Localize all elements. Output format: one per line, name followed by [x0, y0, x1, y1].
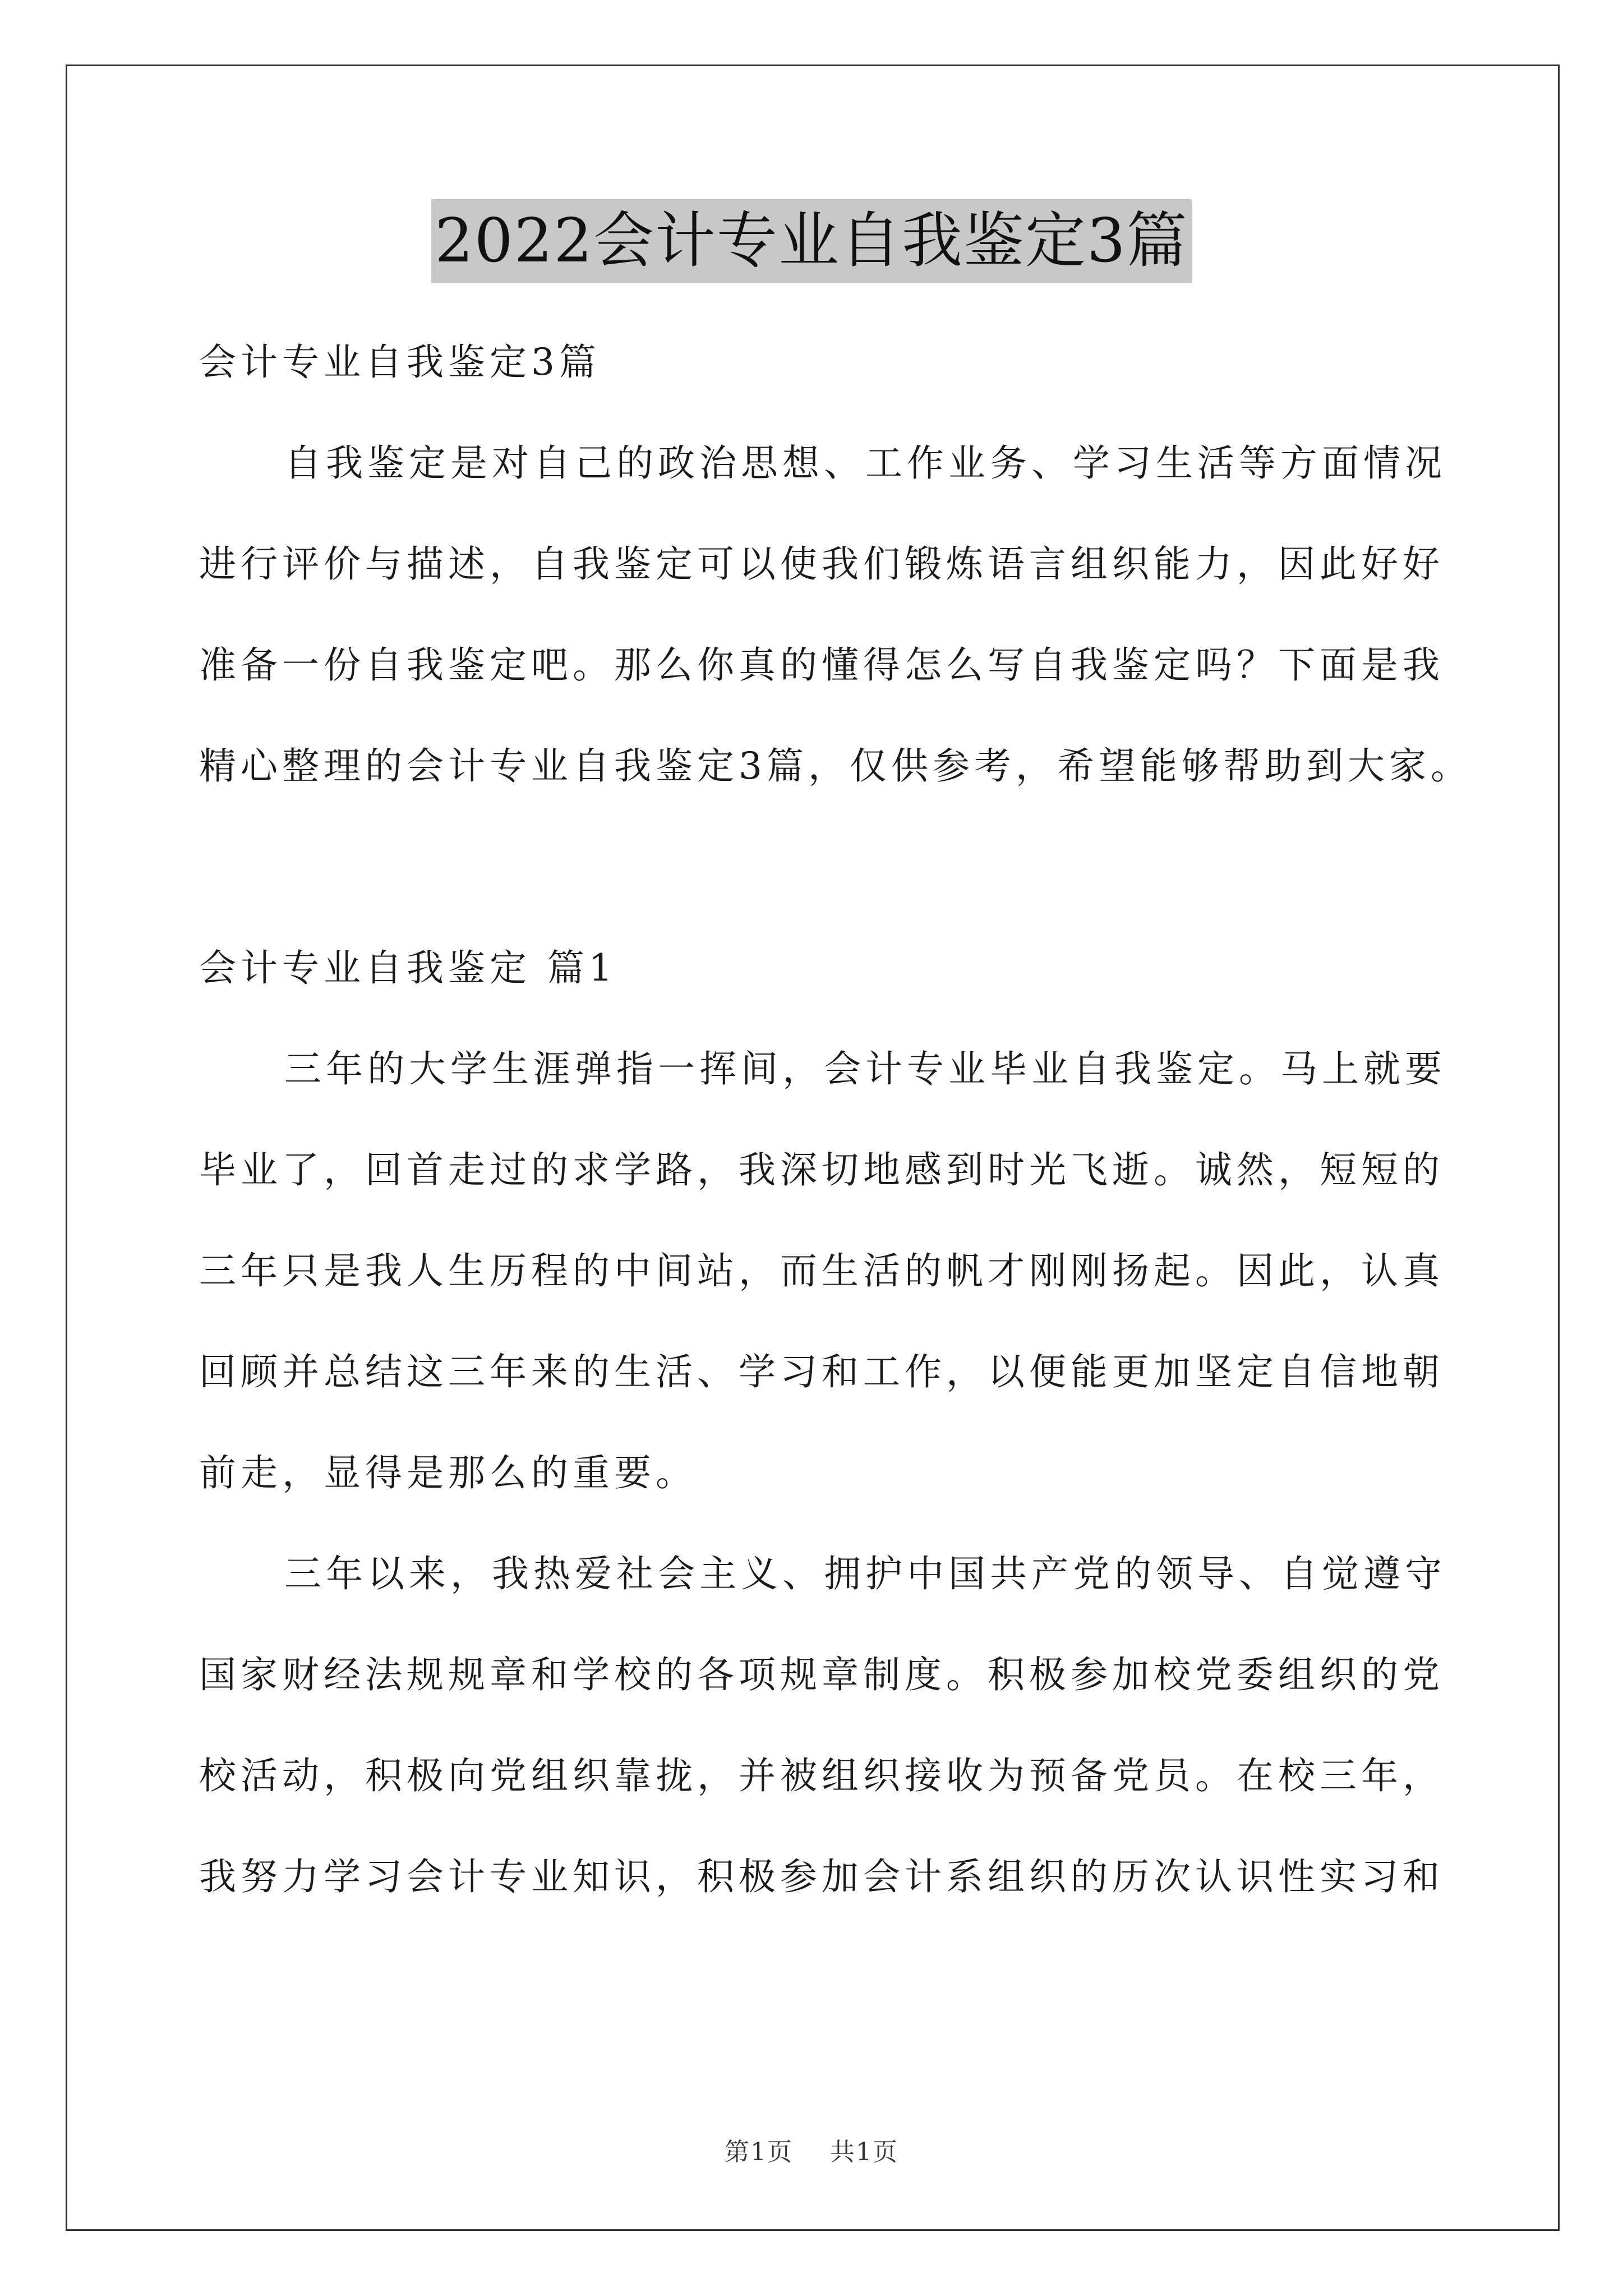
document-subtitle: 会计专业自我鉴定3篇 — [199, 341, 601, 384]
document-body — [199, 312, 1472, 1927]
intro-line: 自我鉴定是对自己的政治思想、工作业务、学习生活等方面情况 — [284, 441, 1446, 485]
page-total: 共1页 — [830, 2138, 898, 2166]
intro-line: 进行评价与描述，自我鉴定可以使我们锻炼语言组织能力，因此好好 — [199, 542, 1444, 586]
document-title: 2022会计专业自我鉴定3篇 — [431, 199, 1192, 283]
paragraph-line: 毕业了，回首走过的求学路，我深切地感到时光飞逝。诚然，短短的 — [199, 1148, 1444, 1191]
paragraph-line: 国家财经法规规章和学校的各项规章制度。积极参加校党委组织的党 — [199, 1653, 1444, 1696]
page-number: 第1页 — [725, 2138, 793, 2166]
intro-line: 准备一份自我鉴定吧。那么你真的懂得怎么写自我鉴定吗？下面是我 — [199, 643, 1444, 687]
paragraph-line: 三年只是我人生历程的中间站，而生活的帆才刚刚扬起。因此，认真 — [199, 1249, 1444, 1292]
paragraph-gap — [199, 817, 1433, 918]
paragraph-line: 前走，显得是那么的重要。 — [199, 1451, 697, 1494]
paragraph-line: 校活动，积极向党组织靠拢，并被组织接收为预备党员。在校三年， — [199, 1754, 1444, 1797]
section-heading: 会计专业自我鉴定 篇1 — [199, 946, 617, 990]
paragraph-line: 三年以来，我热爱社会主义、拥护中国共产党的领导、自觉遵守 — [284, 1552, 1446, 1595]
paragraph-line: 我努力学习会计专业知识，积极参加会计系组织的历次认识性实习和 — [199, 1855, 1444, 1898]
paragraph-line: 三年的大学生涯弹指一挥间，会计专业毕业自我鉴定。马上就要 — [284, 1047, 1446, 1091]
title-container — [0, 199, 1623, 283]
paragraph-line: 回顾并总结这三年来的生活、学习和工作，以便能更加坚定自信地朝 — [199, 1350, 1444, 1393]
page-footer — [0, 2132, 1623, 2168]
intro-line: 精心整理的会计专业自我鉴定3篇，仅供参考，希望能够帮助到大家。 — [199, 744, 1472, 788]
